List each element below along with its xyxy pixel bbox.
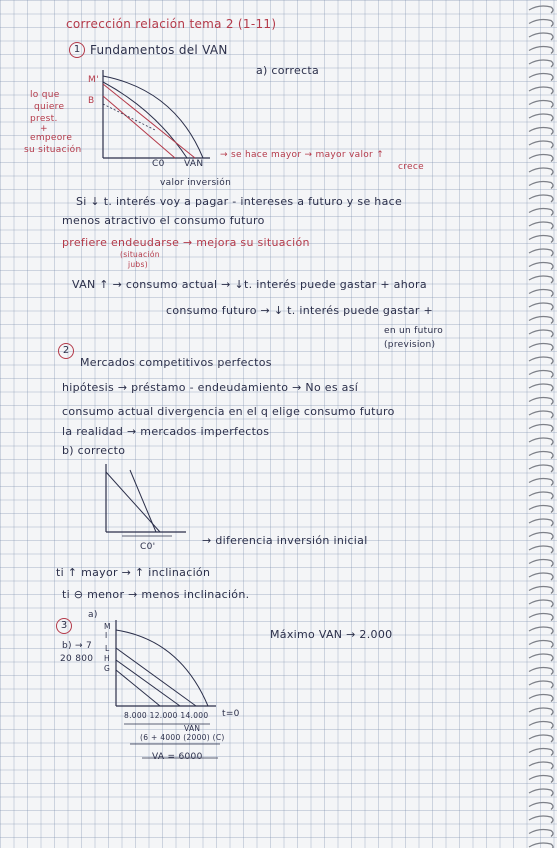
graph-1 — [95, 70, 215, 170]
spiral-ring — [529, 614, 553, 621]
spiral-ring — [529, 398, 553, 405]
spiral-ring — [529, 371, 553, 378]
spiral-ring — [529, 830, 553, 837]
s1-line-5: jubs) — [128, 260, 148, 269]
spiral-ring — [529, 519, 553, 526]
spiral-ring — [529, 182, 553, 189]
s3-b-label: b) → 7 — [62, 641, 93, 651]
spiral-ring — [529, 627, 553, 634]
spiral-ring — [529, 317, 553, 324]
spiral-ring — [529, 533, 553, 540]
graph1-x-label-c0: C0 — [152, 159, 165, 169]
spiral-ring — [529, 290, 553, 297]
s2-line-3: la realidad → mercados imperfectos — [62, 425, 270, 438]
s1-line-4: (situación — [120, 250, 160, 259]
graph1-note-2: quiere — [34, 102, 65, 112]
graph1-note-1: lo que — [30, 90, 60, 100]
graph1-right-note: → se hace mayor → mayor valor ↑ — [220, 150, 385, 160]
s2-line-4: b) correcto — [62, 444, 126, 457]
section-1-heading: Fundamentos del VAN — [90, 43, 228, 57]
s1-line-9: (prevision) — [384, 340, 436, 350]
spiral-ring — [529, 411, 553, 418]
spiral-ring — [529, 87, 553, 94]
spiral-ring — [529, 438, 553, 445]
spiral-ring — [529, 195, 553, 202]
spiral-ring — [529, 276, 553, 283]
spiral-ring — [529, 762, 553, 769]
s3-bottom-arrows — [120, 720, 250, 760]
spiral-ring — [529, 749, 553, 756]
s1-line-6: VAN ↑ → consumo actual → ↓t. interés puede gastar + ahora — [72, 278, 427, 291]
spiral-ring — [529, 816, 553, 823]
spiral-ring — [529, 236, 553, 243]
spiral-ring — [529, 695, 553, 702]
spiral-ring — [529, 452, 553, 459]
spiral-ring — [529, 573, 553, 580]
spiral-ring — [529, 303, 553, 310]
s3-left-value: 20 800 — [60, 654, 94, 664]
spiral-ring — [529, 465, 553, 472]
spiral-ring — [529, 209, 553, 216]
s3-y-label-i: I — [105, 631, 108, 640]
spiral-ring — [529, 789, 553, 796]
page-title: corrección relación tema 2 (1-11) — [66, 17, 277, 31]
spiral-ring — [529, 681, 553, 688]
graph1-note-5: empeore — [30, 133, 73, 143]
spiral-ring — [529, 560, 553, 567]
graph1-note-6: su situación — [24, 145, 82, 155]
s3-bottom-3: VA = 6000 — [152, 752, 203, 762]
spiral-ring — [529, 222, 553, 229]
s1-line-7: consumo futuro → ↓ t. interés puede gastar + — [166, 304, 434, 317]
s3-y-label-m: M — [104, 622, 111, 631]
spiral-ring — [529, 101, 553, 108]
graph-2 — [100, 462, 190, 542]
s3-bottom-2: (6 + 4000 (2000) (C) — [140, 733, 225, 742]
graph1-y-label-m: M' — [88, 75, 99, 85]
s3-bottom-1: VAN — [184, 724, 201, 733]
spiral-ring — [529, 20, 553, 27]
spiral-ring — [529, 141, 553, 148]
spiral-ring — [529, 641, 553, 648]
graph2-x-label: C0' — [140, 542, 156, 552]
s1-line-8: en un futuro — [384, 326, 444, 336]
spiral-ring — [529, 668, 553, 675]
s2-line-2: consumo actual divergencia en el q elige consumo futuro — [62, 405, 395, 418]
graph1-note-4: + — [40, 124, 48, 134]
s2-line-1: hipótesis → préstamo - endeudamiento → No es así — [62, 381, 359, 394]
s3-max-note: Máximo VAN → 2.000 — [270, 628, 393, 641]
spiral-ring — [529, 546, 553, 553]
spiral-ring — [529, 425, 553, 432]
spiral-ring — [529, 479, 553, 486]
section-1-answer: a) correcta — [256, 64, 320, 77]
spiral-ring — [529, 47, 553, 54]
s3-x-values: 8.000 12.000 14.000 — [124, 711, 209, 720]
spiral-ring — [529, 708, 553, 715]
spiral-ring — [529, 776, 553, 783]
spiral-ring — [529, 384, 553, 391]
spiral-binding — [525, 0, 557, 848]
spiral-ring — [529, 249, 553, 256]
s3-y-label-g: G — [104, 664, 111, 673]
spiral-ring — [529, 344, 553, 351]
spiral-ring — [529, 128, 553, 135]
s1-line-3: prefiere endeudarse → mejora su situación — [62, 236, 310, 249]
graph1-note-3: prest. — [30, 114, 58, 124]
spiral-ring — [529, 263, 553, 270]
s2-after-2: ti ⊖ menor → menos inclinación. — [62, 588, 250, 601]
s3-y-label-h: H — [104, 654, 110, 663]
graph2-right-note: → diferencia inversión inicial — [202, 534, 368, 547]
section-1-number: 1 — [69, 42, 85, 58]
spiral-ring — [529, 803, 553, 810]
section-2-number: 2 — [58, 343, 74, 359]
s1-line-1: Si ↓ t. interés voy a pagar - intereses a futuro y se hace — [76, 195, 403, 208]
spiral-ring — [529, 114, 553, 121]
graph-3 — [110, 620, 220, 712]
spiral-ring — [529, 492, 553, 499]
spiral-ring — [529, 843, 553, 848]
section-3-number: 3 — [56, 618, 72, 634]
spiral-ring — [529, 506, 553, 513]
spiral-ring — [529, 357, 553, 364]
s3-t-label: t=0 — [222, 709, 240, 719]
spiral-ring — [529, 33, 553, 40]
spiral-ring — [529, 330, 553, 337]
s3-y-label-l: L — [105, 644, 110, 653]
spiral-ring — [529, 735, 553, 742]
spiral-ring — [529, 6, 553, 13]
s2-after-1: ti ↑ mayor → ↑ inclinación — [56, 566, 211, 579]
spiral-ring — [529, 654, 553, 661]
graph1-y-label-b: B — [88, 96, 95, 106]
section-2-heading: Mercados competitivos perfectos — [80, 356, 272, 369]
spiral-ring — [529, 60, 553, 67]
spiral-ring — [529, 74, 553, 81]
spiral-ring — [529, 155, 553, 162]
graph1-right-note-2: crece — [398, 162, 424, 172]
graph1-x-label-van: VAN — [184, 159, 204, 169]
s3-a-label: a) — [88, 610, 98, 620]
graph1-under-label: valor inversión — [160, 178, 232, 188]
spiral-ring — [529, 600, 553, 607]
spiral-ring — [529, 722, 553, 729]
s1-line-2: menos atractivo el consumo futuro — [62, 214, 265, 227]
spiral-ring — [529, 168, 553, 175]
spiral-ring — [529, 587, 553, 594]
